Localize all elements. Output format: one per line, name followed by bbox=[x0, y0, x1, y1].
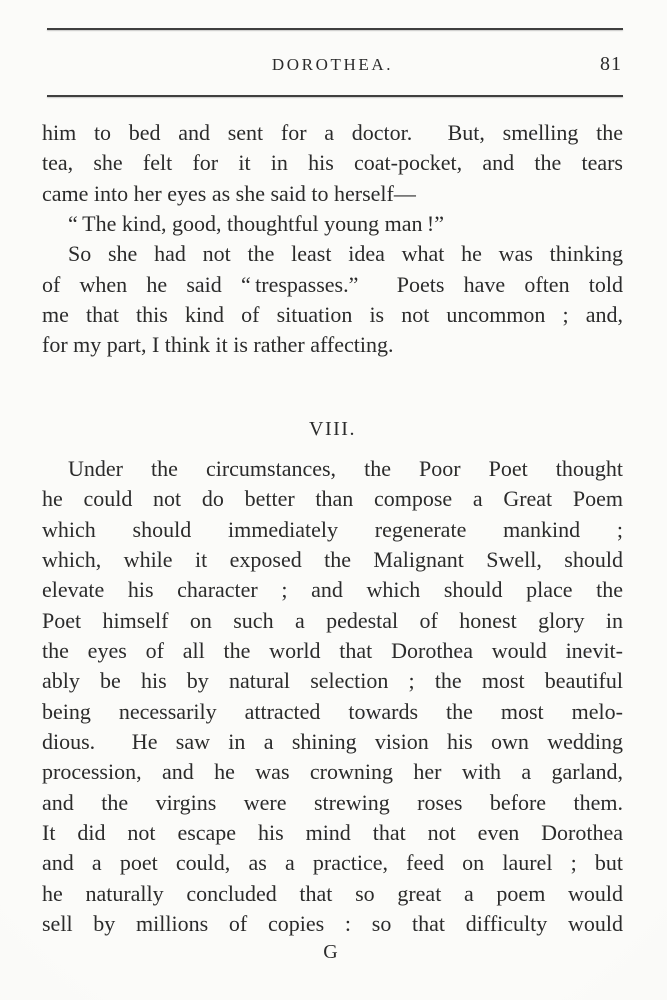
text-line: of when he said “ trespasses.” Poets have often told bbox=[42, 271, 623, 297]
text-line: being necessarily attracted towards the most melo- bbox=[42, 698, 623, 724]
text-line: Under the circumstances, the Poor Poet thought bbox=[68, 456, 623, 481]
header-rule-top bbox=[47, 28, 623, 30]
text-line: Poet himself on such a pedestal of honest glory in bbox=[42, 607, 623, 633]
text-line: and a poet could, as a practice, feed on laurel ; but bbox=[42, 850, 623, 876]
text-line: elevate his character ; and which should place the bbox=[42, 577, 623, 603]
text-line: dious. He saw in a shining vision his own wedding bbox=[42, 729, 623, 755]
text-line: ably be his by natural selection ; the most beautiful bbox=[42, 668, 623, 694]
text-line: he could not do better than compose a Great Poem bbox=[42, 486, 623, 512]
text-line: It did not escape his mind that not even Dorothea bbox=[42, 820, 623, 846]
text-line: came into her eyes as she said to herself— bbox=[42, 180, 416, 206]
running-title: DOROTHEA. bbox=[271, 55, 394, 74]
text-line: for my part, I think it is rather affecting. bbox=[42, 332, 394, 358]
text-line: him to bed and sent for a doctor. But, smelling the bbox=[42, 120, 623, 145]
text-line: the eyes of all the world that Dorothea would inevit- bbox=[42, 638, 623, 664]
text-line: So she had not the least idea what he was thinking bbox=[68, 241, 623, 267]
signature-mark: G bbox=[323, 941, 338, 963]
paragraph-block-2 bbox=[42, 454, 623, 940]
header-rule-bottom bbox=[47, 95, 623, 97]
text-line: “ The kind, good, thoughtful young man !” bbox=[68, 211, 445, 237]
text-line: me that this kind of situation is not uncommon ; and, bbox=[42, 302, 623, 328]
text-line: which, while it exposed the Malignant Swell, should bbox=[42, 547, 623, 573]
text-line: which should immediately regenerate mankind ; bbox=[42, 516, 623, 542]
text-line: tea, she felt for it in his coat-pocket, and the tears bbox=[42, 150, 623, 176]
page-number: 81 bbox=[600, 53, 622, 75]
section-heading: VIII. bbox=[309, 418, 356, 440]
text-line: procession, and he was crowning her with a garland, bbox=[42, 759, 623, 785]
text-line: and the virgins were strewing roses before them. bbox=[42, 789, 623, 815]
text-line: he naturally concluded that so great a poem would bbox=[42, 880, 623, 906]
paragraph-block-1 bbox=[42, 118, 623, 361]
page-header bbox=[42, 52, 623, 78]
text-line: sell by millions of copies : so that difficulty would bbox=[42, 911, 623, 937]
